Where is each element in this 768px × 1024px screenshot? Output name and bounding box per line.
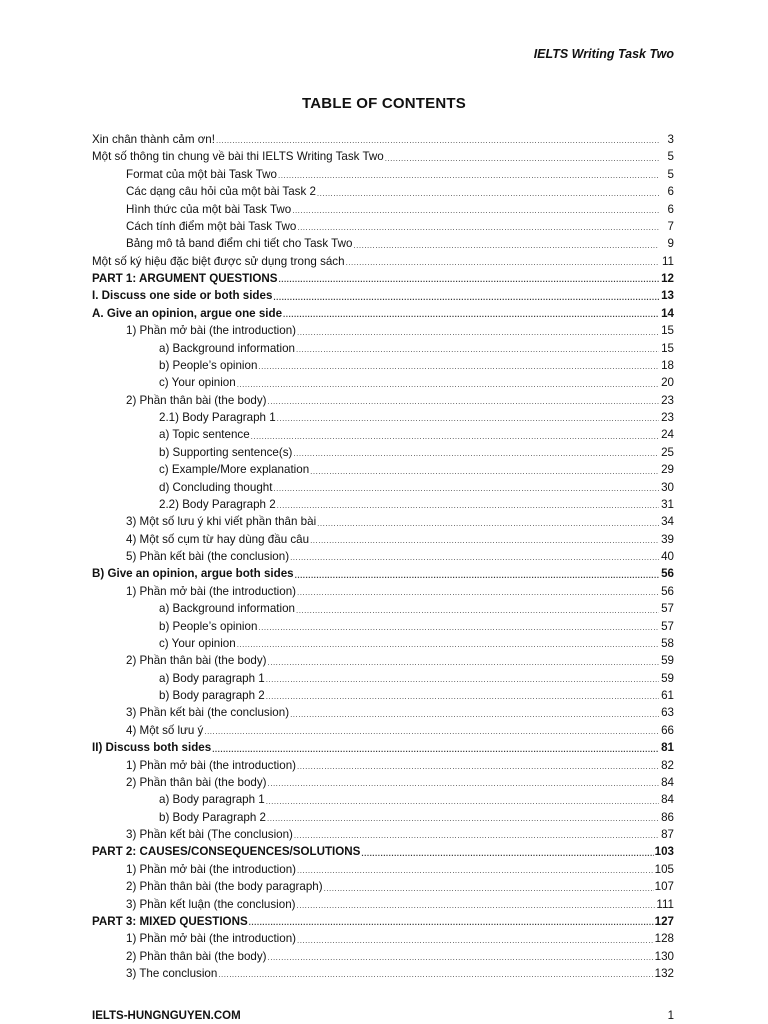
dot-leader [293, 447, 659, 461]
toc-entry-page-number: 5 [667, 150, 674, 164]
toc-entry-page-number: 18 [661, 358, 674, 372]
toc-entry-page-number: 107 [654, 880, 674, 894]
dot-leader [278, 169, 659, 183]
toc-entry[interactable] [92, 618, 674, 635]
toc-entry-page-number: 9 [667, 237, 674, 251]
dot-leader [266, 690, 659, 704]
toc-entry-label: 2) Phần thân bài (the body) [126, 775, 267, 789]
toc-entry[interactable] [92, 843, 674, 860]
toc-entry-label: b) Body Paragraph 2 [159, 810, 266, 824]
dot-leader [297, 586, 659, 600]
dot-leader [290, 708, 659, 722]
toc-entry-page-number: 56 [661, 567, 674, 581]
toc-entry[interactable] [92, 930, 674, 947]
dot-leader [258, 621, 659, 635]
toc-entry-label: Một số thông tin chung về bài thi IELTS Writing Task Two [92, 150, 384, 164]
dot-leader [279, 273, 659, 287]
toc-entry-label: 1) Phần mở bài (the introduction) [126, 758, 297, 772]
toc-entry-label: 1) Phần mở bài (the introduction) [126, 932, 297, 946]
toc-entry-page-number: 132 [654, 967, 674, 980]
toc-entry-page-number: 15 [661, 324, 674, 338]
toc-entry[interactable] [92, 444, 674, 461]
dot-leader [324, 882, 654, 896]
toc-entry[interactable] [92, 235, 674, 252]
toc-entry-label: Một số ký hiệu đặc biệt được sử dụng trong sách [92, 254, 345, 268]
dot-leader [346, 256, 659, 270]
toc-entry-label: 3) Phần kết bài (the conclusion) [126, 706, 290, 720]
dot-leader [204, 725, 659, 739]
toc-entry-label: 1) Phần mở bài (the introduction) [126, 584, 297, 598]
dot-leader [295, 569, 659, 583]
toc-entry[interactable] [92, 635, 674, 652]
dot-leader [277, 499, 659, 513]
dot-leader [258, 360, 659, 374]
toc-entry-page-number: 61 [661, 689, 674, 702]
toc-entry-page-number: 86 [661, 810, 674, 824]
toc-entry-label: 2.1) Body Paragraph 1 [159, 411, 276, 424]
dot-leader [353, 239, 659, 253]
toc-entry-page-number: 59 [661, 654, 674, 668]
toc-entry-label: 2) Phần thân bài (the body) [126, 393, 267, 407]
toc-entry-page-number: 40 [661, 550, 674, 563]
toc-entry-label: 4) Một số cụm từ hay dùng đầu câu [126, 532, 310, 546]
toc-entry-label: Hình thức của một bài Task Two [126, 202, 292, 216]
toc-entry-page-number: 6 [667, 185, 674, 199]
toc-entry-page-number: 29 [661, 463, 674, 477]
toc-entry-page-number: 24 [661, 428, 674, 442]
toc-entry-label: d) Concluding thought [159, 480, 273, 494]
toc-entry[interactable] [92, 496, 674, 513]
toc-entry[interactable] [92, 791, 674, 808]
toc-entry[interactable] [92, 253, 674, 270]
toc-entry-label: Cách tính điểm một bài Task Two [126, 219, 297, 233]
toc-entry[interactable] [92, 166, 674, 183]
dot-leader [218, 968, 653, 982]
toc-entry-label: a) Background information [159, 341, 295, 355]
toc-entry-page-number: 5 [667, 167, 674, 181]
dot-leader [267, 812, 659, 826]
dot-leader [290, 551, 659, 565]
dot-leader [237, 638, 659, 652]
toc-entry-label: 2) Phần thân bài (the body) [126, 949, 267, 963]
toc-entry[interactable] [92, 322, 674, 339]
dot-leader [317, 517, 659, 531]
toc-entry-page-number: 14 [661, 306, 674, 320]
toc-entry[interactable] [92, 513, 674, 530]
toc-entry-page-number: 20 [661, 376, 674, 390]
toc-entry[interactable] [92, 201, 674, 218]
toc-entry-page-number: 30 [661, 480, 674, 494]
toc-entry-label: PART 2: CAUSES/CONSEQUENCES/SOLUTIONS [92, 845, 361, 859]
toc-entry[interactable] [92, 461, 674, 478]
toc-entry[interactable] [92, 357, 674, 374]
toc-entry-page-number: 59 [661, 671, 674, 685]
dot-leader [273, 291, 659, 305]
toc-entry[interactable] [92, 287, 674, 304]
toc-entry[interactable] [92, 774, 674, 791]
toc-entry-page-number: 57 [661, 619, 674, 633]
dot-leader [268, 777, 659, 791]
toc-entry-label: 2.2) Body Paragraph 2 [159, 497, 276, 511]
toc-entry-page-number: 6 [667, 202, 674, 216]
dot-leader [268, 656, 659, 670]
toc-entry[interactable] [92, 409, 674, 426]
toc-entry[interactable] [92, 913, 674, 930]
toc-entry-page-number: 7 [667, 219, 674, 233]
toc-entry[interactable] [92, 479, 674, 496]
dot-leader [216, 134, 659, 148]
toc-entry[interactable] [92, 652, 674, 669]
toc-entry-page-number: 66 [661, 723, 674, 737]
toc-entry-label: Format của một bài Task Two [126, 167, 277, 181]
toc-entry-label: Xin chân thành cảm ơn! [92, 133, 215, 146]
toc-entry-label: A. Give an opinion, argue one side [92, 306, 283, 320]
page-number: 1 [667, 1010, 674, 1022]
toc-entry-label: II) Discuss both sides [92, 741, 212, 755]
dot-leader [277, 412, 659, 426]
toc-entry[interactable] [92, 948, 674, 965]
toc-entry-page-number: 12 [661, 272, 674, 285]
toc-entry[interactable] [92, 878, 674, 895]
running-header: IELTS Writing Task Two [533, 47, 674, 61]
toc-entry-label: PART 1: ARGUMENT QUESTIONS [92, 272, 278, 285]
toc-entry-label: 2) Phần thân bài (the body) [126, 654, 267, 668]
dot-leader [273, 482, 659, 496]
toc-entry[interactable] [92, 218, 674, 235]
toc-entry-page-number: 23 [661, 411, 674, 424]
toc-entry[interactable] [92, 270, 674, 287]
toc-entry-page-number: 58 [661, 636, 674, 650]
dot-leader [297, 221, 659, 235]
toc-entry-page-number: 3 [667, 133, 674, 146]
toc-entry-label: a) Topic sentence [159, 428, 250, 442]
dot-leader [297, 899, 656, 913]
toc-entry[interactable] [92, 722, 674, 739]
toc-entry[interactable] [92, 687, 674, 704]
dot-leader [297, 760, 659, 774]
dot-leader [292, 204, 659, 218]
toc-entry-page-number: 34 [661, 515, 674, 529]
dot-leader [237, 378, 659, 392]
dot-leader [266, 795, 659, 809]
toc-entry-label: 1) Phần mở bài (the introduction) [126, 862, 297, 876]
dot-leader [268, 395, 659, 409]
toc-entry-page-number: 63 [661, 706, 674, 720]
dot-leader [296, 343, 659, 357]
toc-entry-label: Các dạng câu hỏi của một bài Task 2 [126, 185, 316, 199]
toc-entry-label: 3) The conclusion [126, 967, 218, 980]
toc-entry[interactable] [92, 305, 674, 322]
toc-entry[interactable] [92, 583, 674, 600]
toc-entry-page-number: 84 [661, 775, 674, 789]
toc-entry-label: B) Give an opinion, argue both sides [92, 567, 294, 581]
dot-leader [361, 847, 653, 861]
toc-entry-page-number: 105 [654, 862, 674, 876]
dot-leader [317, 187, 659, 201]
toc-entry[interactable] [92, 183, 674, 200]
toc-entry[interactable] [92, 757, 674, 774]
toc-entry-page-number: 82 [661, 758, 674, 772]
toc-entry-page-number: 31 [661, 497, 674, 511]
toc-entry-label: PART 3: MIXED QUESTIONS [92, 914, 248, 928]
toc-entry[interactable] [92, 148, 674, 165]
page-title: TABLE OF CONTENTS [302, 95, 466, 112]
toc-entry-label: b) Supporting sentence(s) [159, 445, 293, 459]
dot-leader [212, 743, 659, 757]
toc-entry-label: b) Body paragraph 2 [159, 689, 265, 702]
toc-entry[interactable] [92, 565, 674, 582]
dot-leader [268, 951, 654, 965]
toc-entry-label: c) Your opinion [159, 376, 236, 390]
toc-entry-page-number: 39 [661, 532, 674, 546]
table-of-contents [92, 131, 674, 982]
toc-entry[interactable] [92, 392, 674, 409]
toc-entry-page-number: 127 [654, 914, 674, 928]
toc-entry[interactable] [92, 426, 674, 443]
toc-entry-label: 3) Một số lưu ý khi viết phần thân bài [126, 515, 317, 529]
toc-entry[interactable] [92, 670, 674, 687]
toc-entry[interactable] [92, 896, 674, 913]
toc-entry[interactable] [92, 809, 674, 826]
toc-entry-label: a) Body paragraph 1 [159, 671, 265, 685]
dot-leader [297, 934, 654, 948]
toc-entry[interactable] [92, 739, 674, 756]
toc-entry-label: Bảng mô tả band điểm chi tiết cho Task Two [126, 237, 353, 251]
toc-entry-label: 5) Phần kết bài (the conclusion) [126, 550, 290, 563]
dot-leader [249, 916, 654, 930]
toc-entry[interactable] [92, 704, 674, 721]
toc-entry-page-number: 130 [654, 949, 674, 963]
toc-entry-page-number: 13 [661, 289, 674, 303]
toc-entry-label: 4) Một số lưu ý [126, 723, 204, 737]
toc-entry-label: 2) Phần thân bài (the body paragraph) [126, 880, 323, 894]
toc-entry-page-number: 11 [661, 254, 674, 268]
toc-entry-page-number: 15 [661, 341, 674, 355]
toc-entry-label: 3) Phần kết bài (The conclusion) [126, 828, 293, 841]
dot-leader [297, 326, 659, 340]
toc-entry-label: 1) Phần mở bài (the introduction) [126, 324, 297, 338]
toc-entry-label: 3) Phần kết luận (the conclusion) [126, 897, 296, 911]
toc-entry-page-number: 128 [654, 932, 674, 946]
toc-entry[interactable] [92, 965, 674, 982]
toc-entry[interactable] [92, 826, 674, 843]
toc-entry[interactable] [92, 531, 674, 548]
toc-entry-page-number: 81 [661, 741, 674, 755]
toc-entry[interactable] [92, 600, 674, 617]
toc-entry-label: a) Body paragraph 1 [159, 793, 265, 807]
dot-leader [266, 673, 659, 687]
toc-entry-label: b) People’s opinion [159, 619, 258, 633]
toc-entry[interactable] [92, 131, 674, 148]
toc-entry[interactable] [92, 548, 674, 565]
toc-entry-label: a) Background information [159, 602, 295, 616]
dot-leader [294, 829, 659, 843]
toc-entry-page-number: 23 [661, 393, 674, 407]
dot-leader [283, 308, 659, 322]
dot-leader [310, 534, 659, 548]
toc-entry-label: I. Discuss one side or both sides [92, 289, 273, 303]
toc-entry[interactable] [92, 861, 674, 878]
toc-entry-label: b) People’s opinion [159, 358, 258, 372]
toc-entry-page-number: 103 [654, 845, 674, 859]
dot-leader [385, 152, 659, 166]
toc-entry-page-number: 56 [661, 584, 674, 598]
toc-entry-page-number: 25 [661, 445, 674, 459]
toc-entry[interactable] [92, 340, 674, 357]
toc-entry-page-number: 111 [656, 897, 674, 911]
toc-entry-page-number: 87 [661, 828, 674, 841]
dot-leader [310, 465, 659, 479]
footer-site-name: IELTS-HUNGNGUYEN.COM [92, 1010, 241, 1022]
toc-entry[interactable] [92, 374, 674, 391]
toc-entry-page-number: 84 [661, 793, 674, 807]
dot-leader [251, 430, 659, 444]
toc-entry-label: c) Example/More explanation [159, 463, 310, 477]
toc-entry-page-number: 57 [661, 602, 674, 616]
dot-leader [297, 864, 654, 878]
dot-leader [296, 604, 659, 618]
toc-entry-label: c) Your opinion [159, 636, 236, 650]
